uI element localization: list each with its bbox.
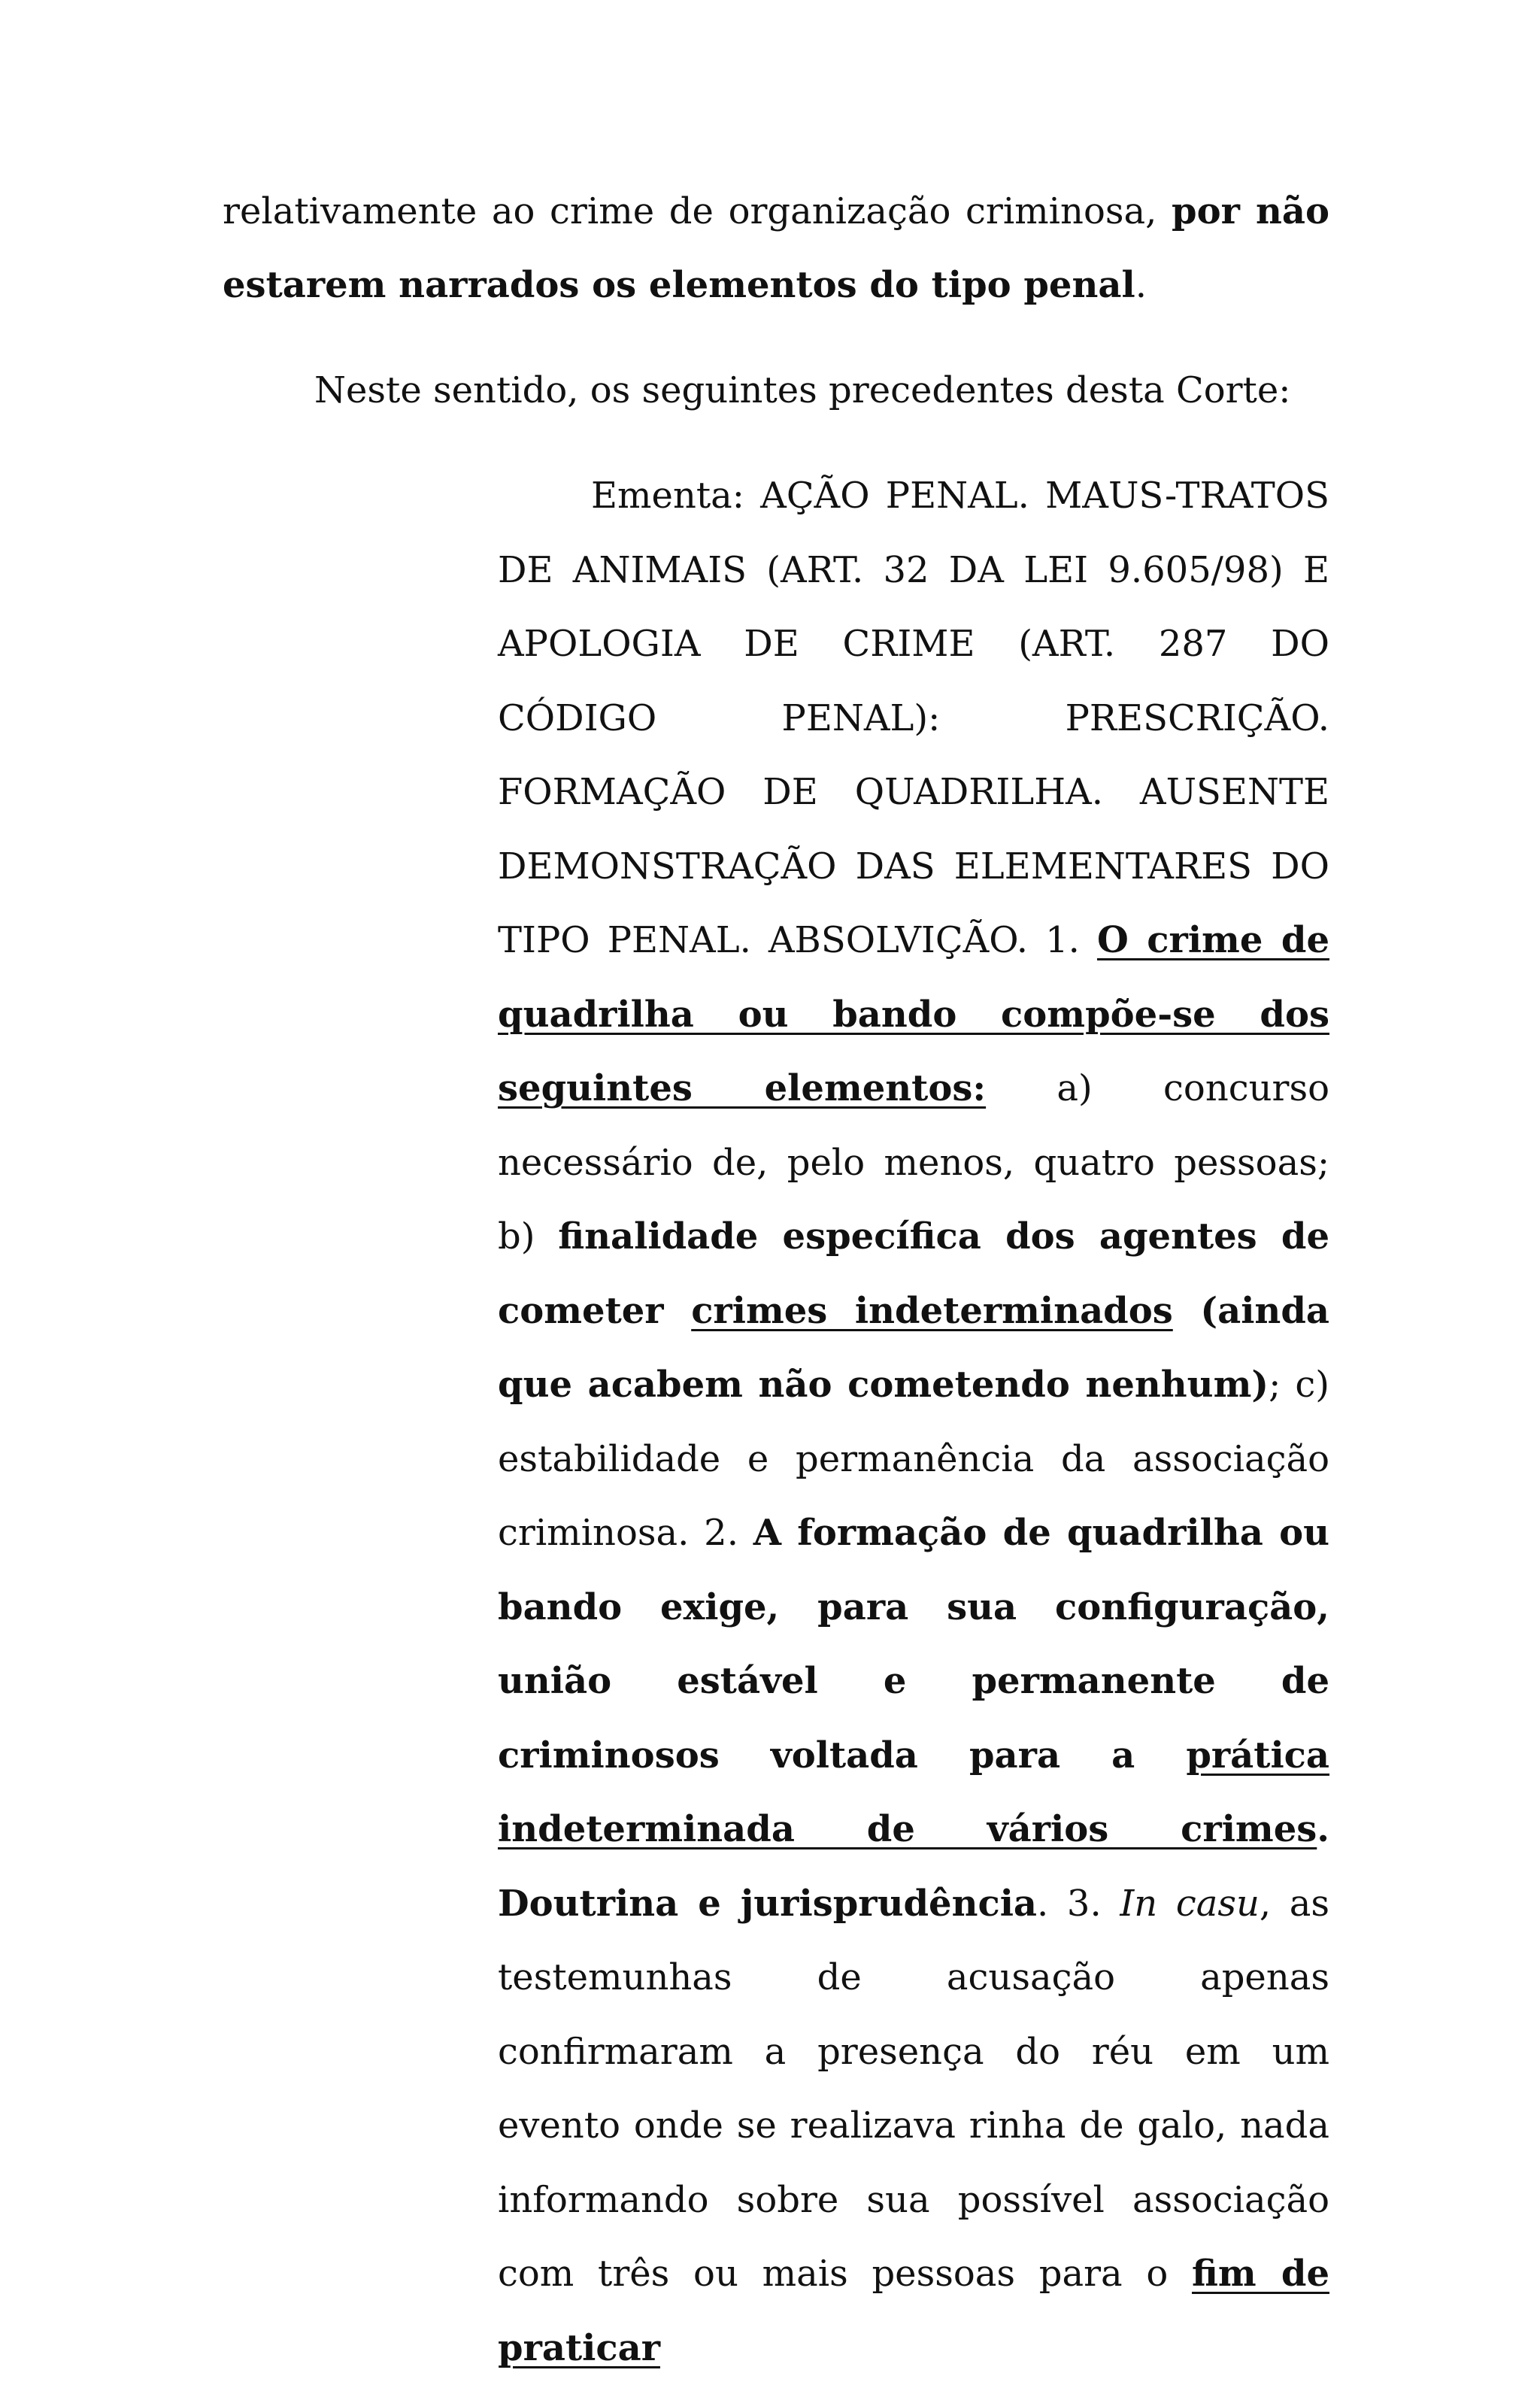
ementa-pratica-indeterminada: prática indeterminada de vários crimes bbox=[498, 1734, 1329, 1850]
ementa-in-casu: In casu bbox=[1120, 1882, 1260, 1925]
ementa-ainda-que: (ainda que acabem não cometendo nenhum) bbox=[498, 1289, 1329, 1406]
ementa-fim-de-praticar: fim de praticar bbox=[498, 2253, 1330, 2369]
paragraph-1-end: . bbox=[1135, 264, 1147, 306]
ementa-formacao: A formação de quadrilha ou bando exige, para sua configuração, união estável e permanente de criminosos voltada para a bbox=[498, 1512, 1329, 1777]
paragraph-1-text: relativamente ao crime de organização criminosa, bbox=[223, 190, 1172, 232]
ementa-crimes-indeterminados: crimes indeterminados bbox=[691, 1289, 1173, 1332]
ementa-quote bbox=[498, 459, 1329, 2385]
paragraph-1-bold: por não estarem narrados os elementos do tipo penal bbox=[223, 190, 1330, 306]
ementa-heading: Ementa: AÇÃO PENAL. MAUS-TRATOS DE ANIMAIS (ART. 32 DA LEI 9.605/98) E APOLOGIA DE CRIME (ART. 287 DO CÓDIGO PENAL): PRESCRIÇÃO. FORMAÇÃO DE QUADRILHA. AUSENTE DEMONSTRAÇÃO DAS ELEMENTARES DO TIPO PENAL. ABSOLVIÇÃO. 1. bbox=[498, 475, 1329, 961]
paragraph-2-text: Neste sentido, os seguintes precedentes desta Corte: bbox=[314, 369, 1291, 411]
ementa-elements: O crime de quadrilha ou bando compõe-se dos seguintes elementos: bbox=[498, 919, 1329, 1109]
ementa-finalidade: finalidade específica dos agentes de cometer bbox=[498, 1215, 1329, 1332]
ementa-testemunhas: , as testemunhas de acusação apenas confirmaram a presença do réu em um evento onde se realizava rinha de galo, nada informando sobre sua possível associação com três ou mais pessoas para o bbox=[498, 1882, 1330, 2295]
ementa-item-3: . 3. bbox=[1037, 1882, 1120, 1925]
ementa-items: a) concurso necessário de, pelo menos, quatro pessoas; b) bbox=[498, 1067, 1329, 1258]
ementa-item-c: ; c) estabilidade e permanência da associação criminosa. 2. bbox=[498, 1364, 1329, 1554]
body-paragraph-1 bbox=[223, 174, 1329, 322]
body-paragraph-2 bbox=[223, 354, 1329, 427]
ementa-doutrina: . Doutrina e jurisprudência bbox=[498, 1808, 1329, 1925]
